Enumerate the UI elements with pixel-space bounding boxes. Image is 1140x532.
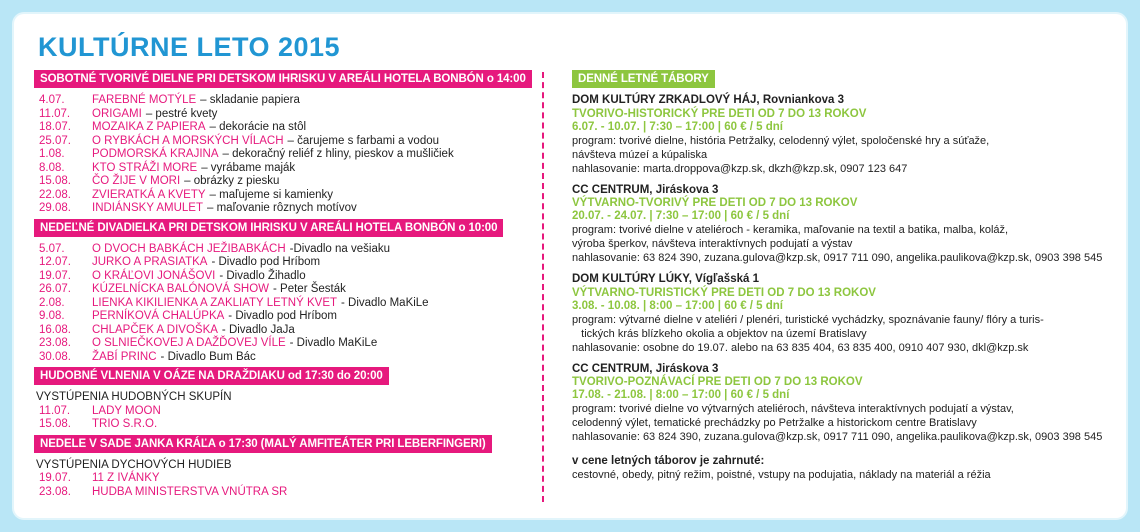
event-date: 4.07.	[39, 94, 65, 106]
price-text: cestovné, obedy, pitný režim, poistné, vstupy na podujatia, náklady na materiál a réžia	[572, 469, 991, 481]
camp-line: program: tvorivé dielne v ateliéroch - keramika, maľovanie na textil a batika, malba, koláž,	[572, 224, 1009, 236]
event-row	[34, 189, 514, 203]
event-date: 5.07.	[39, 242, 65, 255]
event-list	[34, 243, 514, 365]
event-row	[34, 202, 514, 216]
page-title: KULTÚRNE LETO 2015	[38, 32, 341, 62]
event-name: PERNÍKOVÁ CHALÚPKA	[92, 310, 225, 322]
event-name: PODMORSKÁ KRAJINA	[92, 148, 219, 160]
camp-line: nahlasovanie: 63 824 390, zuzana.gulova@kzp.sk, 0917 711 090, angelika.paulikova@kzp.sk, 0903 398 545	[572, 431, 1103, 443]
event-date: 11.07.	[39, 404, 71, 417]
camp-line: program: výtvarné dielne v ateliéri / plenéri, turistické vychádzky, spoznávanie fauny/ flóry a turis-	[572, 313, 1044, 326]
event-list	[34, 94, 514, 216]
camp-place: DOM KULTÚRY LÚKY, Vígľašská 1	[572, 273, 759, 285]
camp-line: návšteva múzeí a kúpaliska	[572, 148, 708, 161]
event-row	[34, 297, 514, 311]
event-desc: – dekorácie na stôl	[209, 121, 307, 133]
event-row	[34, 162, 514, 176]
event-name: TRIO S.R.O.	[92, 418, 158, 430]
event-row	[34, 135, 514, 149]
camp-line: nahlasovanie: marta.droppova@kzp.sk, dkzh@kzp.sk, 0907 123 647	[572, 162, 908, 175]
section-bar: NEDEĽNÉ DIVADIELKA PRI DETSKOM IHRISKU V AREÁLI HOTELA BONBÓN o 10:00	[34, 219, 503, 237]
event-row	[34, 486, 514, 500]
camp-place: DOM KULTÚRY ZRKADLOVÝ HÁJ, Rovniankova 3	[572, 94, 844, 106]
event-row	[34, 108, 514, 122]
event-date: 8.08.	[39, 161, 65, 174]
event-row	[34, 283, 514, 297]
event-desc: - Divadlo Žihadlo	[219, 269, 306, 282]
event-date: 19.07.	[39, 269, 71, 282]
event-desc: - Divadlo Bum Bác	[160, 350, 256, 363]
event-date: 18.07.	[39, 121, 71, 133]
camp-line: výroba šperkov, návšteva interaktívnych podujatí a výstav	[572, 238, 853, 250]
left-column	[34, 69, 526, 501]
event-desc: – dekoračný reliéf z hliny, pieskov a mušličiek	[222, 148, 454, 160]
camp-line: nahlasovanie: 63 824 390, zuzana.gulova@kzp.sk, 0917 711 090, angelika.paulikova@kzp.sk, 0903 398 545	[572, 252, 1103, 264]
event-name: LADY MOON	[92, 404, 161, 417]
event-date: 26.07.	[39, 283, 71, 295]
event-name: ČO ŽIJE V MORI	[92, 175, 181, 187]
event-date: 29.08.	[39, 202, 71, 214]
event-name: O RYBKÁCH A MORSKÝCH VÍLACH	[92, 134, 284, 147]
event-row	[34, 418, 514, 432]
event-name: 11 Z IVÁNKY	[92, 472, 160, 484]
event-desc: – vyrábame maják	[201, 161, 296, 174]
event-name: HUDBA MINISTERSTVA VNÚTRA SR	[92, 485, 288, 498]
section-bar: HUDOBNÉ VLNENIA V OÁZE NA DRAŽDIAKU od 17:30 do 20:00	[34, 367, 389, 385]
event-row	[34, 351, 514, 365]
camp-line: program: tvorivé dielne vo výtvarných ateliéroch, návšteva interaktívnych podujatí a výstav,	[572, 403, 1014, 415]
event-desc: - Divadlo pod Hríbom	[211, 256, 321, 268]
event-list	[34, 472, 514, 499]
camp-block	[572, 273, 1112, 355]
camp-line: nahlasovanie: osobne do 19.07. alebo na 63 835 404, 63 835 400, 0910 407 930, dkl@kzp.sk	[572, 341, 1029, 354]
event-desc: – maľovanie rôznych motívov	[207, 202, 357, 214]
event-name: O DVOCH BABKÁCH JEŽIBABKÁCH	[92, 242, 286, 255]
event-desc: - Divadlo pod Hríbom	[228, 310, 337, 322]
event-name: LIENKA KIKILIENKA A ZAKLIATY LETNÝ KVET	[92, 296, 338, 309]
section-workshops	[34, 69, 526, 216]
price-heading: v cene letných táborov je zahrnuté:	[572, 455, 765, 467]
event-row	[34, 175, 514, 189]
event-row	[34, 337, 514, 351]
event-row	[34, 148, 514, 162]
event-name: KÚZELNÍCKA BALÓNOVÁ SHOW	[92, 283, 270, 295]
event-name: O SLNIEČKOVEJ A DAŽĎOVEJ VÍLE	[92, 337, 286, 349]
event-desc: – obrázky z piesku	[184, 175, 280, 187]
event-desc: – čarujeme s farbami a vodou	[287, 134, 440, 147]
column-divider	[542, 72, 544, 502]
section-subhead: VYSTÚPENIA DYCHOVÝCH HUDIEB	[36, 458, 232, 471]
camp-when: 20.07. - 24.07. | 7:30 – 17:00 | 60 € / 5 dní	[572, 210, 790, 222]
event-date: 9.08.	[39, 310, 65, 322]
camp-place: CC CENTRUM, Jiráskova 3	[572, 362, 719, 375]
event-name: O KRÁĽOVI JONÁŠOVI	[92, 269, 216, 282]
event-name: MOZAIKA Z PAPIERA	[92, 121, 206, 133]
event-row	[34, 324, 514, 338]
event-desc: -Divadlo na vešiaku	[289, 242, 390, 255]
camp-line: celodenný výlet, tematické prechádzky po Petržalke a historickom centre Bratislavy	[572, 417, 977, 429]
camp-name: VÝTVARNO-TVORIVÝ PRE DETI OD 7 DO 13 ROKOV	[572, 197, 858, 209]
event-date: 11.07.	[39, 107, 71, 120]
camp-place: CC CENTRUM, Jiráskova 3	[572, 183, 719, 196]
event-row	[34, 270, 514, 284]
event-date: 23.08.	[39, 337, 71, 349]
camp-name: TVORIVO-HISTORICKÝ PRE DETI OD 7 DO 13 ROKOV	[572, 107, 867, 120]
camp-when: 3.08. - 10.08. | 8:00 – 17:00 | 60 € / 5 dní	[572, 299, 784, 312]
section-music-bands	[34, 366, 514, 432]
section-brass-bands	[34, 434, 514, 500]
event-desc: – pestré kvety	[145, 107, 218, 120]
event-date: 22.08.	[39, 188, 71, 201]
event-name: ŽABÍ PRINC	[92, 350, 157, 363]
camp-block	[572, 94, 1112, 176]
camp-when: 6.07. - 10.07. | 7:30 – 17:00 | 60 € / 5 dní	[572, 120, 784, 133]
camp-name: TVORIVO-POZNÁVACÍ PRE DETI OD 7 DO 13 ROKOV	[572, 376, 863, 388]
event-desc: - Peter Šesták	[273, 283, 346, 295]
event-row	[34, 121, 514, 135]
event-date: 19.07.	[39, 472, 71, 484]
event-row	[34, 243, 514, 257]
event-desc: – maľujeme si kamienky	[209, 188, 334, 201]
event-name: ORIGAMI	[92, 107, 142, 120]
event-name: INDIÁNSKY AMULET	[92, 202, 203, 214]
camp-when: 17.08. - 21.08. | 8:00 – 17:00 | 60 € / 5 dní	[572, 389, 790, 401]
event-desc: - Divadlo JaJa	[221, 323, 295, 336]
camp-block	[572, 363, 1112, 445]
camps-bar: DENNÉ LETNÉ TÁBORY	[572, 70, 715, 88]
camp-line: program: tvorivé dielne, história Petržalky, celodenný výlet, spoločenské hry a súťaže,	[572, 134, 990, 147]
event-name: CHLAPČEK A DIVOŠKA	[92, 323, 218, 336]
event-row	[34, 256, 514, 270]
event-desc: - Divadlo MaKiLe	[289, 337, 378, 349]
event-date: 15.08.	[39, 418, 71, 430]
right-column	[572, 69, 1112, 482]
event-desc: - Divadlo MaKiLe	[341, 296, 429, 309]
event-row	[34, 405, 514, 419]
event-name: JURKO A PRASIATKA	[92, 256, 208, 268]
event-date: 16.08.	[39, 323, 71, 336]
event-date: 30.08.	[39, 350, 71, 363]
event-date: 1.08.	[39, 148, 65, 160]
camp-name: VÝTVARNO-TURISTICKÝ PRE DETI OD 7 DO 13 ROKOV	[572, 286, 876, 299]
event-row	[34, 472, 514, 486]
section-bar: NEDELE V SADE JANKA KRÁĽA o 17:30 (MALÝ AMFITEÁTER PRI LEBERFINGERI)	[34, 435, 492, 453]
event-date: 12.07.	[39, 256, 71, 268]
event-date: 15.08.	[39, 175, 71, 187]
camp-line: tických krás blízkeho okolia a objektov na území Bratislavy	[572, 327, 867, 340]
event-date: 25.07.	[39, 134, 71, 147]
event-desc: – skladanie papiera	[200, 94, 300, 106]
section-theatre	[34, 218, 514, 365]
event-date: 2.08.	[39, 296, 65, 309]
event-name: FAREBNÉ MOTÝLE	[92, 94, 197, 106]
event-row	[34, 94, 514, 108]
event-date: 23.08.	[39, 485, 71, 498]
event-list	[34, 405, 514, 432]
event-row	[34, 310, 514, 324]
section-bar: SOBOTNÉ TVORIVÉ DIELNE PRI DETSKOM IHRISKU V AREÁLI HOTELA BONBÓN o 14:00	[34, 70, 532, 88]
camp-block	[572, 184, 1112, 266]
event-name: KTO STRÁŽI MORE	[92, 161, 198, 174]
section-subhead: VYSTÚPENIA HUDOBNÝCH SKUPÍN	[36, 391, 232, 403]
event-name: ZVIERATKÁ A KVETY	[92, 188, 206, 201]
